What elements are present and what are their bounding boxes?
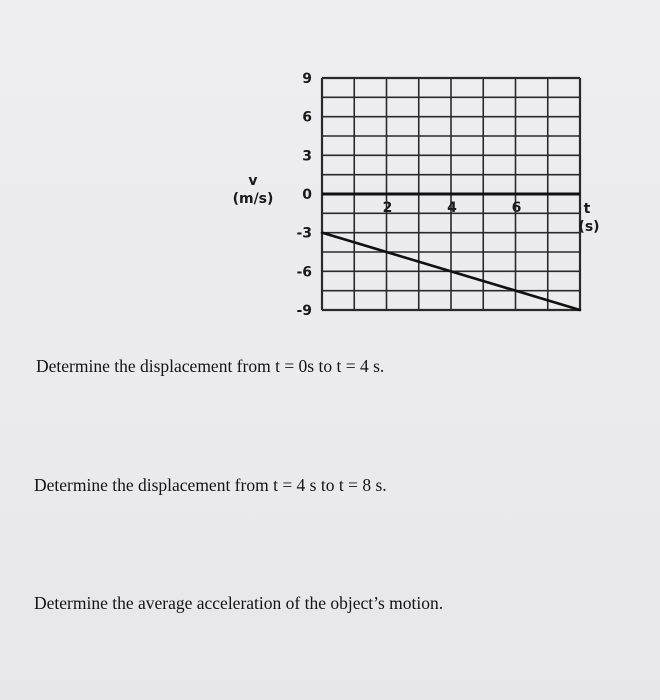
x-axis-label-t: t <box>583 201 591 217</box>
y-tick-label: 0 <box>302 187 312 203</box>
y-tick-label: -3 <box>296 225 312 242</box>
x-tick-label: 6 <box>511 200 522 216</box>
question-2: Determine the displacement from t = 4 s to t = 8 s. <box>34 475 387 495</box>
y-tick-label: 9 <box>302 71 312 87</box>
x-tick-label: 4 <box>447 200 457 216</box>
y-tick-label: 6 <box>302 109 312 126</box>
y-tick-label: -6 <box>296 264 312 281</box>
x-axis-label-unit: (s) <box>578 219 600 235</box>
velocity-time-graph <box>0 0 660 340</box>
graph-grid <box>322 78 580 310</box>
question-1: Determine the displacement from t = 0s to t = 4 s. <box>36 356 385 376</box>
y-tick-labels <box>296 71 312 319</box>
y-axis-label-unit: (m/s) <box>232 191 274 207</box>
question-3: Determine the average acceleration of the object’s motion. <box>34 593 444 613</box>
x-tick-label: 2 <box>382 200 393 216</box>
y-axis-label-v: v <box>248 173 258 189</box>
y-tick-label: -9 <box>296 303 312 319</box>
y-tick-label: 3 <box>302 148 312 165</box>
